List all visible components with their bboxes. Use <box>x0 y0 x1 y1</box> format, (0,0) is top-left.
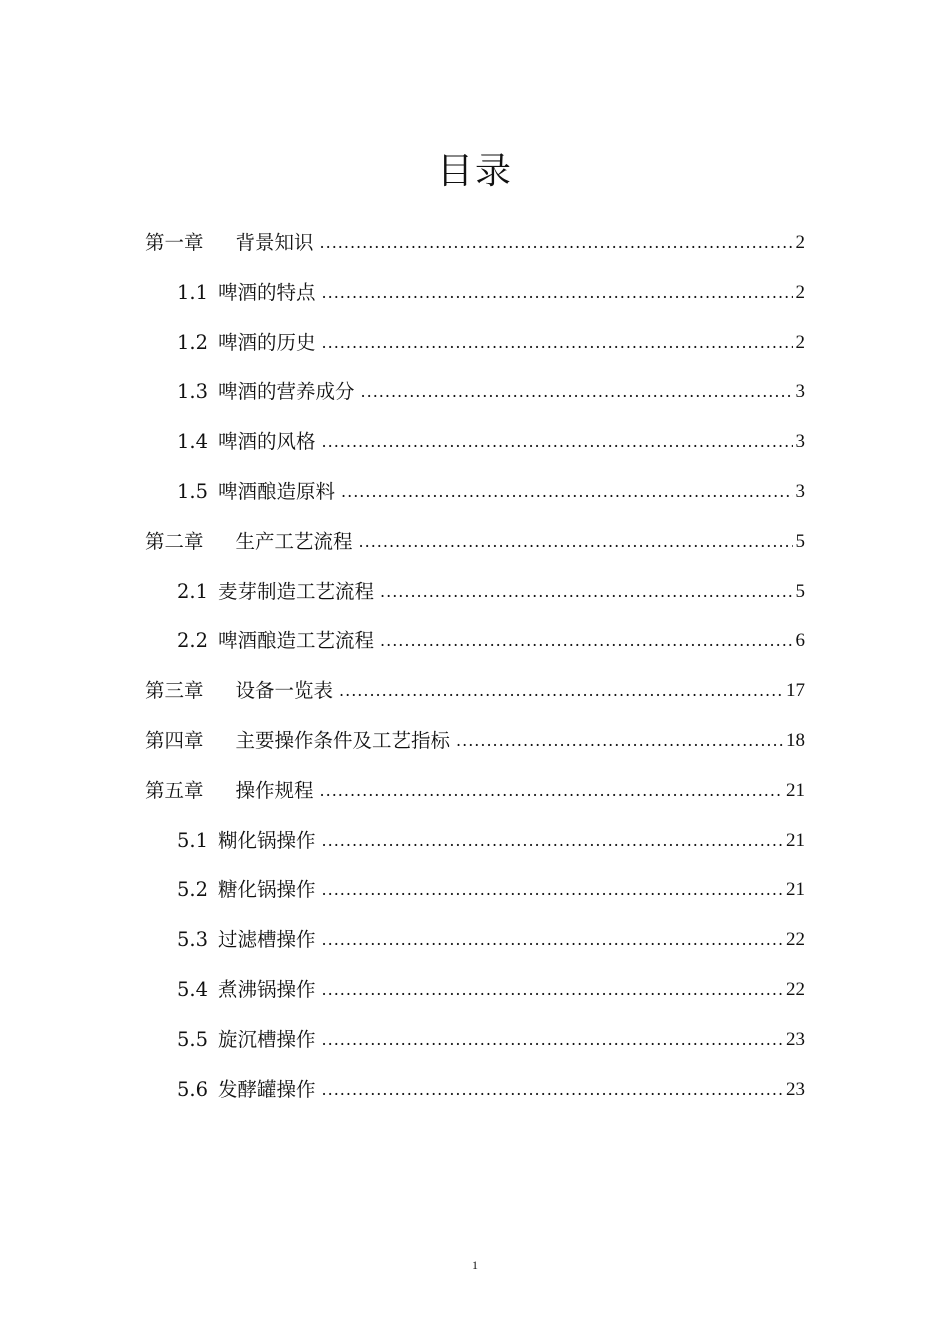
toc-entry-title: 啤酒酿造工艺流程 <box>218 629 375 653</box>
toc-section-entry[interactable] <box>0 875 950 925</box>
toc-entry-title: 设备一览表 <box>235 679 334 703</box>
toc-page-number: 17 <box>786 680 805 702</box>
toc-entry-number: 第五章 <box>145 778 204 802</box>
toc-entry-label <box>177 626 374 656</box>
toc-entry-label <box>177 278 316 308</box>
toc-entry-label <box>145 776 314 806</box>
toc-page-number: 21 <box>786 879 805 901</box>
toc-page-number: 22 <box>786 929 805 951</box>
toc-entry-title: 主要操作条件及工艺指标 <box>235 728 451 752</box>
toc-entry-label <box>145 676 333 706</box>
toc-page-number: 3 <box>795 431 805 453</box>
toc-section-entry[interactable] <box>0 925 950 975</box>
toc-chapter-entry[interactable] <box>0 676 950 726</box>
toc-entry-number: 1.4 <box>177 430 209 454</box>
toc-section-entry[interactable] <box>0 626 950 676</box>
toc-entry-title: 糊化锅操作 <box>218 828 316 852</box>
toc-entry-number: 2.1 <box>177 579 209 603</box>
toc-entry-label <box>177 427 316 457</box>
toc-dot-leader <box>322 826 783 856</box>
toc-entry-title: 啤酒酿造原料 <box>218 479 336 503</box>
toc-page-number: 2 <box>795 232 805 253</box>
toc-entry-label <box>177 1025 316 1055</box>
toc-section-entry[interactable] <box>0 278 950 328</box>
toc-section-entry[interactable] <box>0 1075 950 1125</box>
toc-dot-leader <box>322 278 793 308</box>
toc-entry-label <box>177 826 316 856</box>
toc-entry-title: 发酵罐操作 <box>218 1077 316 1101</box>
footer-page-number: 1 <box>472 1258 478 1272</box>
toc-dot-leader <box>322 925 783 955</box>
toc-entry-number: 1.1 <box>177 280 209 304</box>
toc-chapter-entry[interactable] <box>0 776 950 826</box>
toc-entry-title: 啤酒的营养成分 <box>218 380 355 404</box>
toc-dot-leader <box>322 427 793 457</box>
toc-page-number: 3 <box>795 381 805 403</box>
toc-entry-title: 糖化锅操作 <box>218 878 316 902</box>
toc-entry-number: 5.4 <box>177 977 209 1001</box>
toc-section-entry[interactable] <box>0 477 950 527</box>
toc-dot-leader <box>341 477 792 507</box>
toc-entry-label <box>177 377 355 407</box>
toc-section-entry[interactable] <box>0 1025 950 1075</box>
toc-entry-label <box>177 477 335 507</box>
toc-dot-leader <box>322 328 793 358</box>
toc-dot-leader <box>320 776 783 806</box>
toc-page-number: 22 <box>786 978 805 1000</box>
toc-entry-title: 啤酒的历史 <box>218 330 316 354</box>
toc-entry-number: 第一章 <box>145 231 204 254</box>
toc-entry-number: 2.2 <box>177 629 209 653</box>
toc-entry-label <box>145 726 450 756</box>
toc-dot-leader <box>320 228 793 258</box>
toc-page-number: 5 <box>795 580 805 602</box>
toc-dot-leader <box>380 577 792 607</box>
toc-section-entry[interactable] <box>0 975 950 1025</box>
toc-dot-leader <box>322 975 783 1005</box>
toc-page-number: 5 <box>795 530 805 552</box>
toc-entry-number: 第三章 <box>145 679 204 703</box>
toc-section-entry[interactable] <box>0 328 950 378</box>
table-of-contents <box>0 228 950 1124</box>
toc-entry-title: 操作规程 <box>235 778 314 802</box>
toc-entry-title: 麦芽制造工艺流程 <box>218 579 375 603</box>
toc-entry-title: 旋沉槽操作 <box>218 1027 316 1051</box>
toc-chapter-entry[interactable] <box>0 228 950 278</box>
toc-page-number: 23 <box>786 1028 805 1050</box>
toc-entry-number: 5.3 <box>177 928 209 952</box>
toc-entry-label <box>177 1075 316 1105</box>
toc-section-entry[interactable] <box>0 577 950 627</box>
toc-entry-title: 生产工艺流程 <box>235 529 353 553</box>
toc-page-number: 21 <box>786 779 805 801</box>
toc-entry-label <box>145 228 314 258</box>
toc-entry-number: 5.6 <box>177 1077 209 1101</box>
toc-dot-leader <box>380 626 792 656</box>
toc-entry-title: 啤酒的特点 <box>218 280 316 304</box>
toc-entry-number: 第四章 <box>145 728 204 752</box>
page-title: 目录 <box>436 151 513 192</box>
toc-page-number: 6 <box>795 630 805 652</box>
toc-entry-number: 第二章 <box>145 529 204 553</box>
toc-entry-number: 5.1 <box>177 828 209 852</box>
toc-dot-leader <box>322 1025 783 1055</box>
toc-entry-label <box>177 577 374 607</box>
toc-entry-title: 过滤槽操作 <box>218 928 316 952</box>
toc-entry-label <box>177 975 316 1005</box>
toc-section-entry[interactable] <box>0 826 950 876</box>
toc-chapter-entry[interactable] <box>0 726 950 776</box>
toc-page-number: 2 <box>795 331 805 353</box>
toc-entry-title: 煮沸锅操作 <box>218 977 316 1001</box>
toc-entry-label <box>177 328 316 358</box>
toc-dot-leader <box>361 377 793 407</box>
toc-entry-number: 5.5 <box>177 1027 209 1051</box>
toc-entry-title: 啤酒的风格 <box>218 430 316 454</box>
toc-entry-number: 5.2 <box>177 878 209 902</box>
toc-entry-label <box>177 875 316 905</box>
toc-entry-title: 背景知识 <box>235 231 314 254</box>
toc-section-entry[interactable] <box>0 377 950 427</box>
toc-entry-label <box>177 925 316 955</box>
toc-dot-leader <box>339 676 783 706</box>
toc-entry-number: 1.5 <box>177 479 209 503</box>
toc-page-number: 18 <box>786 729 805 751</box>
toc-page-number: 2 <box>795 281 805 303</box>
toc-dot-leader <box>322 875 783 905</box>
toc-dot-leader <box>359 527 793 557</box>
toc-page-number: 23 <box>786 1078 805 1100</box>
toc-section-entry[interactable] <box>0 427 950 477</box>
toc-entry-number: 1.2 <box>177 330 209 354</box>
toc-page-number: 3 <box>795 480 805 502</box>
toc-dot-leader <box>456 726 783 756</box>
toc-chapter-entry[interactable] <box>0 527 950 577</box>
toc-entry-label <box>145 527 353 557</box>
toc-page-number: 21 <box>786 829 805 851</box>
toc-entry-number: 1.3 <box>177 380 209 404</box>
toc-dot-leader <box>322 1075 783 1105</box>
